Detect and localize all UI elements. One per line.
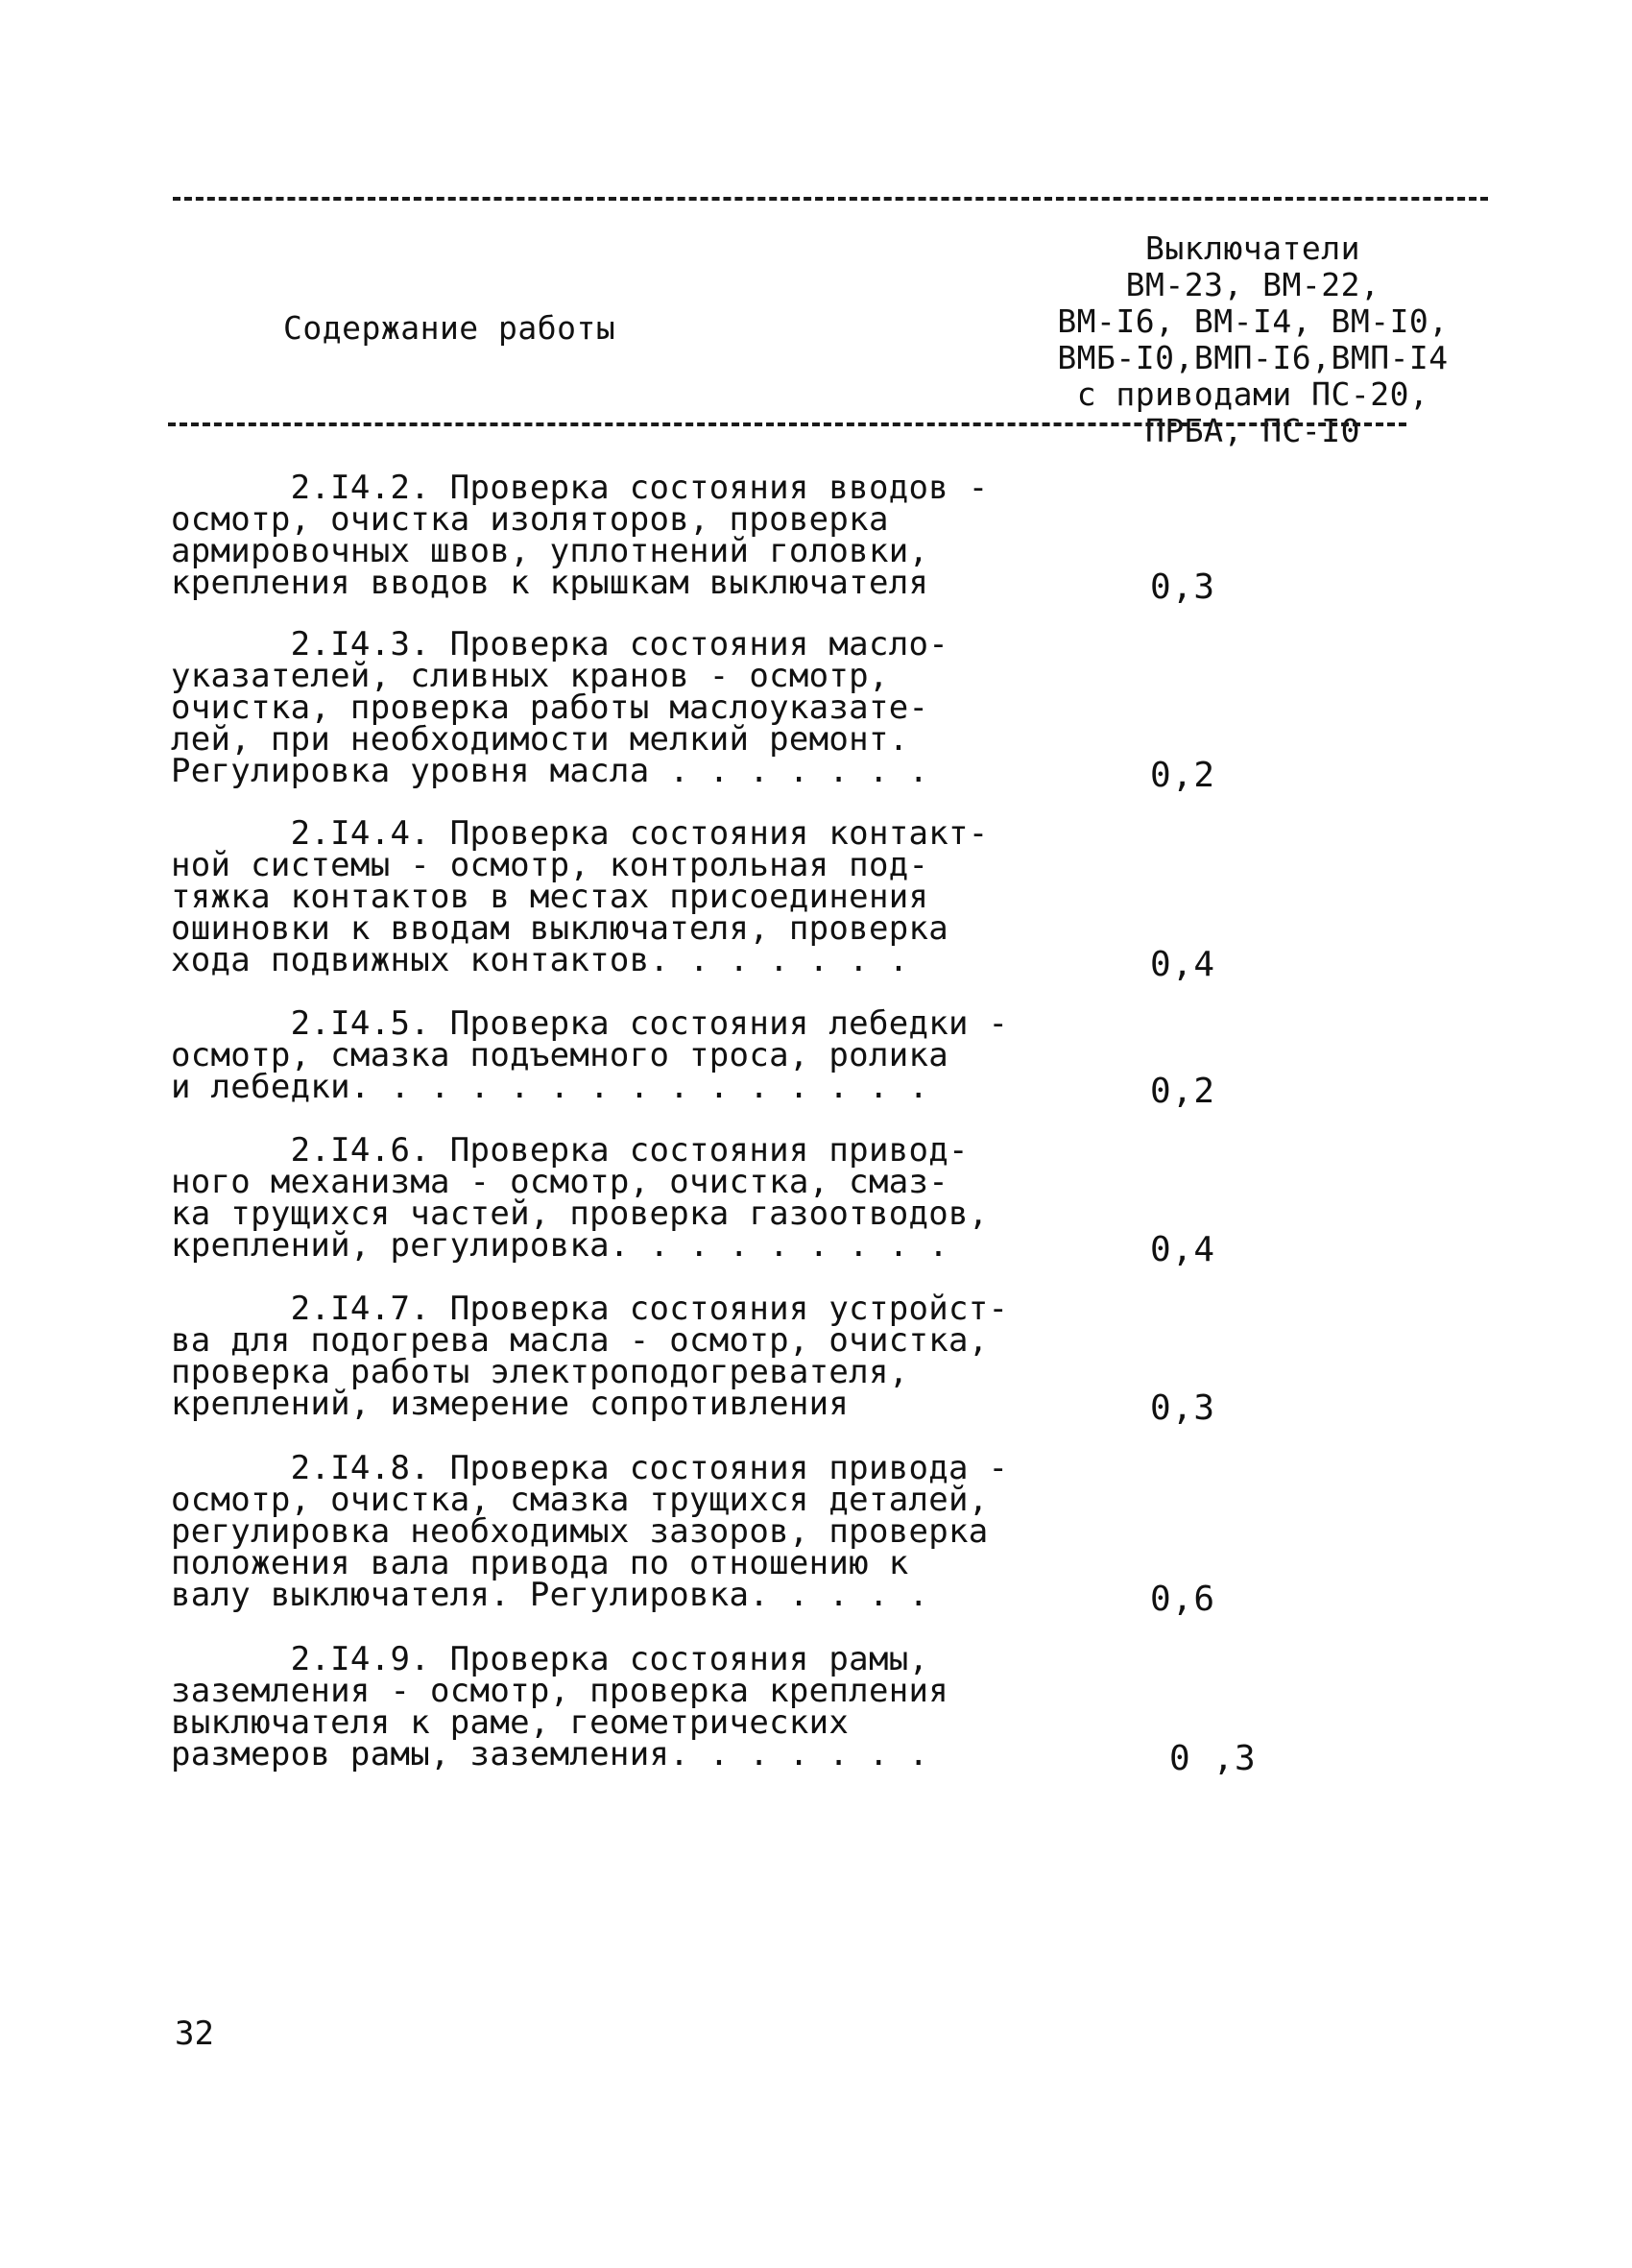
- work-item-2-14-6: [171, 1131, 1275, 1269]
- work-item-2-14-7: [171, 1290, 1275, 1428]
- work-item-text: 2.I4.2. Проверка состояния вводов - осмотр, очистка изоляторов, проверка армировочных швов, уплотнений головки, крепления вводов к крышкам выключателя: [171, 469, 989, 602]
- work-item-value: 0 ,3: [1169, 1739, 1257, 1778]
- header-line: ВМБ-I0,ВМП-I6,ВМП-I4: [1057, 339, 1449, 376]
- column-header-work-content: Содержание работы: [283, 309, 616, 347]
- work-item-text: 2.I4.8. Проверка состояния привода - осмотр, очистка, смазка трущихся деталей, регулировка необходимых зазоров, проверка положения вала привода по отношению к валу выключателя. Регулировка. . . . .: [171, 1449, 1009, 1614]
- header-line: с приводами ПС-20,: [1076, 375, 1429, 413]
- top-dashed-rule: [173, 197, 1488, 201]
- work-item-value: 0,3: [1150, 1388, 1216, 1428]
- work-item-value: 0,4: [1150, 1230, 1216, 1269]
- work-item-text: 2.I4.9. Проверка состояния рамы, заземления - осмотр, проверка крепления выключателя к раме, геометрических размеров рамы, заземления. . . . . . .: [171, 1640, 949, 1773]
- work-item-text: 2.I4.7. Проверка состояния устройст- ва для подогрева масла - осмотр, очистка, проверка работы электроподогревателя, креплений, измерение сопротивления: [171, 1290, 1009, 1423]
- work-item-value: 0,4: [1150, 945, 1216, 984]
- column-header-switches: [1032, 230, 1474, 449]
- work-item-text: 2.I4.4. Проверка состояния контакт- ной системы - осмотр, контрольная под- тяжка контактов в местах присоединения ошиновки к вводам выключателя, проверка хода подвижных контактов. . . . . . .: [171, 814, 989, 979]
- work-item-value: 0,6: [1150, 1580, 1216, 1619]
- work-item-2-14-4: [171, 814, 1275, 984]
- page-number: 32: [175, 2015, 214, 2053]
- work-item-value: 0,2: [1150, 1072, 1216, 1111]
- header-line: Выключатели: [1144, 229, 1361, 267]
- work-item-2-14-5: [171, 1004, 1275, 1111]
- work-item-text: 2.I4.3. Проверка состояния масло- указателей, сливных кранов - осмотр, очистка, проверка работы маслоуказате- лей, при необходимости мелкий ремонт. Регулировка уровня масла . . . . . . .: [171, 625, 949, 790]
- work-item-value: 0,2: [1150, 756, 1216, 795]
- work-item-2-14-3: [171, 625, 1275, 795]
- work-item-text: 2.I4.5. Проверка состояния лебедки - осмотр, смазка подъемного троса, ролика и лебедки. . . . . . . . . . . . . . .: [171, 1004, 1009, 1106]
- work-item-2-14-8: [171, 1449, 1275, 1619]
- header-line: ВМ-I6, ВМ-I4, ВМ-I0,: [1057, 302, 1449, 340]
- work-item-value: 0,3: [1150, 567, 1216, 607]
- header-line: ПРБА, ПС-I0: [1144, 412, 1361, 449]
- header-dashed-rule: [168, 422, 1406, 426]
- work-item-text: 2.I4.6. Проверка состояния привод- ного механизма - осмотр, очистка, смаз- ка трущихся частей, проверка газоотводов, креплений, регулировка. . . . . . . . .: [171, 1131, 989, 1265]
- header-line: ВМ-23, ВМ-22,: [1125, 266, 1380, 303]
- work-item-2-14-9: [171, 1640, 1275, 1778]
- work-item-2-14-2: [171, 469, 1275, 607]
